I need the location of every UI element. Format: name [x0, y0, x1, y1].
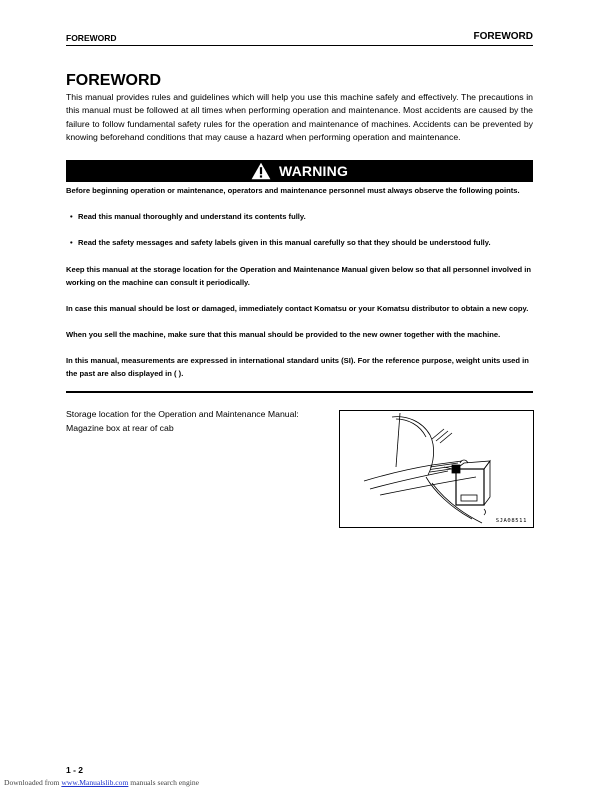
warning-bullet-1-text: Read this manual thoroughly and understand its contents fully.	[78, 212, 306, 221]
warning-bullet-2	[70, 236, 537, 249]
warning-banner	[66, 160, 533, 182]
cab-illustration	[339, 410, 534, 528]
download-footer	[4, 778, 199, 787]
running-header-right: FOREWORD	[473, 31, 533, 42]
warning-paragraph-4: In this manual, measurements are expressed in international standard units (SI). For the reference purpose, weight units used in the past are also displayed in ( ).	[66, 356, 529, 379]
warning-bullet-2-text: Read the safety messages and safety labels given in this manual carefully so that they should be understood fully.	[78, 238, 491, 247]
footer-suffix: manuals search engine	[130, 778, 200, 787]
header-rule	[66, 45, 533, 46]
warning-lead: Before beginning operation or maintenance, operators and maintenance personnel must always observe the following points.	[66, 186, 520, 195]
warning-paragraph-2: In case this manual should be lost or damaged, immediately contact Komatsu or your Komatsu distributor to obtain a new copy.	[66, 304, 529, 313]
warning-triangle-icon	[251, 162, 271, 180]
storage-line-2: Magazine box at rear of cab	[66, 423, 174, 433]
storage-location-text	[66, 407, 328, 435]
intro-paragraph: This manual provides rules and guidelines which will help you use this machine safely and effectively. The precautions in this manual must be followed at all times when performing operation and maintenance. Most accidents are caused by the failure to follow fundamental safety rules for the operation and maintenance of machines. Accidents can be prevented by knowing beforehand conditions that may cause a hazard when performing operation and maintenance.	[66, 92, 533, 143]
page-title: FOREWORD	[66, 72, 162, 89]
manualslib-link[interactable]: www.Manualslib.com	[61, 778, 129, 787]
footer-prefix: Downloaded from	[4, 778, 60, 787]
warning-bullet-1	[70, 210, 537, 223]
magazine-box-drawing	[340, 411, 533, 527]
bullet-dot-icon: •	[70, 238, 73, 247]
figure-id: SJA08511	[495, 518, 527, 524]
running-header-left: FOREWORD	[66, 33, 117, 43]
warning-paragraph-1: Keep this manual at the storage location for the Operation and Maintenance Manual given below so that all personnel involved in working on the machine can consult it periodically.	[66, 265, 531, 288]
bullet-dot-icon: •	[70, 212, 73, 221]
warning-end-rule	[66, 391, 533, 393]
page-number: 1 - 2	[66, 765, 84, 775]
warning-label: WARNING	[278, 163, 349, 179]
warning-paragraph-3: When you sell the machine, make sure that this manual should be provided to the new owner together with the machine.	[66, 330, 501, 339]
storage-line-1: Storage location for the Operation and Maintenance Manual:	[66, 409, 299, 419]
